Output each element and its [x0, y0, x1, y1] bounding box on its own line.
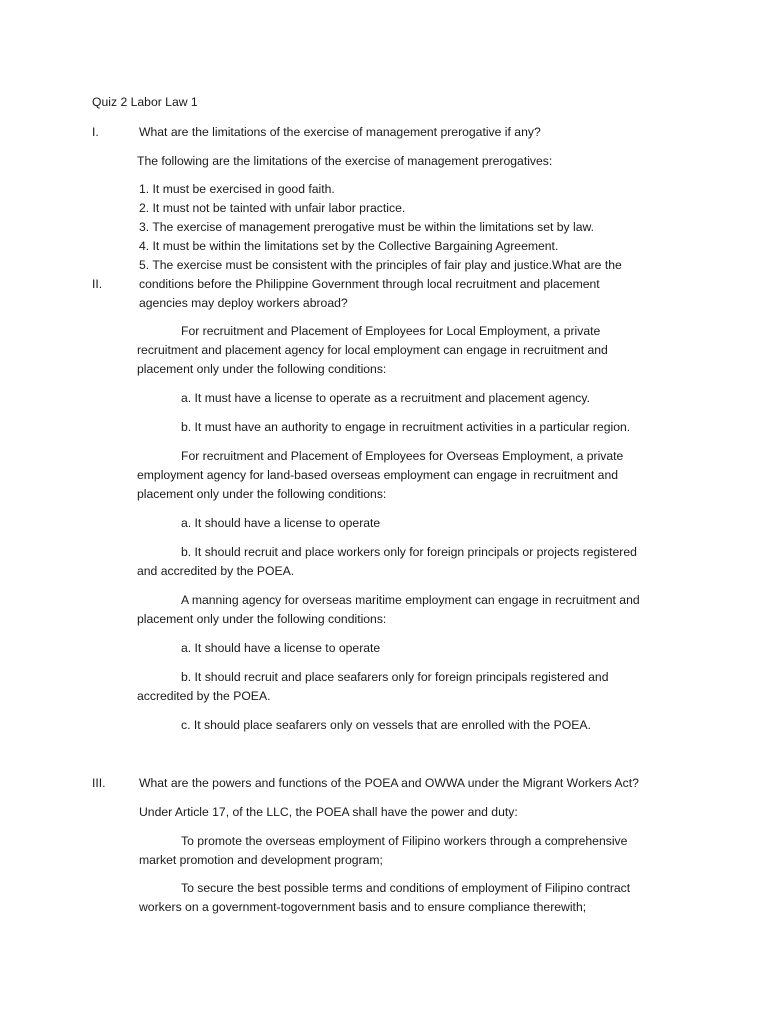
list-item: 2. It must not be tainted with unfair labor practice. [139, 201, 406, 215]
condition-item: c. It should place seafarers only on vessels that are enrolled with the POEA. [181, 718, 591, 732]
condition-item: b. It must have an authority to engage in recruitment activities in a particular region. [181, 420, 631, 434]
paragraph-line: A manning agency for overseas maritime employment can engage in recruitment and [181, 593, 640, 607]
list-item: 4. It must be within the limitations set by the Collective Bargaining Agreement. [139, 239, 559, 253]
list-item: 3. The exercise of management prerogative must be within the limitations set by law. [139, 220, 595, 234]
condition-item: accredited by the POEA. [137, 689, 271, 703]
document-title: Quiz 2 Labor Law 1 [92, 95, 198, 109]
paragraph-line: placement only under the following conditions: [137, 487, 387, 501]
paragraph-line: market promotion and development program; [139, 853, 383, 867]
question-3-number: III. [92, 776, 106, 790]
paragraph-line: For recruitment and Placement of Employees for Local Employment, a private [181, 324, 601, 338]
question-1-text: What are the limitations of the exercise of management prerogative if any? [139, 125, 541, 139]
condition-item: b. It should recruit and place workers only for foreign principals or projects registered [181, 545, 637, 559]
question-1-number: I. [92, 125, 99, 139]
paragraph-line: recruitment and placement agency for local employment can engage in recruitment and [137, 343, 608, 357]
paragraph-line: To promote the overseas employment of Filipino workers through a comprehensive [181, 834, 628, 848]
paragraph-line: workers on a government-togovernment basis and to ensure compliance therewith; [139, 900, 587, 914]
condition-item: b. It should recruit and place seafarers only for foreign principals registered and [181, 670, 609, 684]
condition-item: a. It must have a license to operate as a recruitment and placement agency. [181, 391, 590, 405]
paragraph-line: To secure the best possible terms and conditions of employment of Filipino contract [181, 881, 631, 895]
paragraph-line: employment agency for land-based overseas employment can engage in recruitment and [137, 468, 619, 482]
answer-1-intro: The following are the limitations of the exercise of management prerogatives: [137, 154, 553, 168]
condition-item: a. It should have a license to operate [181, 516, 381, 530]
question-2-text: agencies may deploy workers abroad? [139, 296, 348, 310]
paragraph-line: placement only under the following conditions: [137, 362, 387, 376]
answer-3-intro: Under Article 17, of the LLC, the POEA shall have the power and duty: [139, 805, 518, 819]
paragraph-line: For recruitment and Placement of Employees for Overseas Employment, a private [181, 449, 624, 463]
question-2-number: II. [92, 277, 103, 291]
condition-item: and accredited by the POEA. [137, 564, 295, 578]
paragraph-line: placement only under the following conditions: [137, 612, 387, 626]
list-item: 5. The exercise must be consistent with the principles of fair play and justice.What are the [139, 258, 622, 272]
list-item: 1. It must be exercised in good faith. [139, 182, 335, 196]
question-3-text: What are the powers and functions of the POEA and OWWA under the Migrant Workers Act? [139, 776, 639, 790]
question-2-text: conditions before the Philippine Government through local recruitment and placement [139, 277, 600, 291]
condition-item: a. It should have a license to operate [181, 641, 381, 655]
